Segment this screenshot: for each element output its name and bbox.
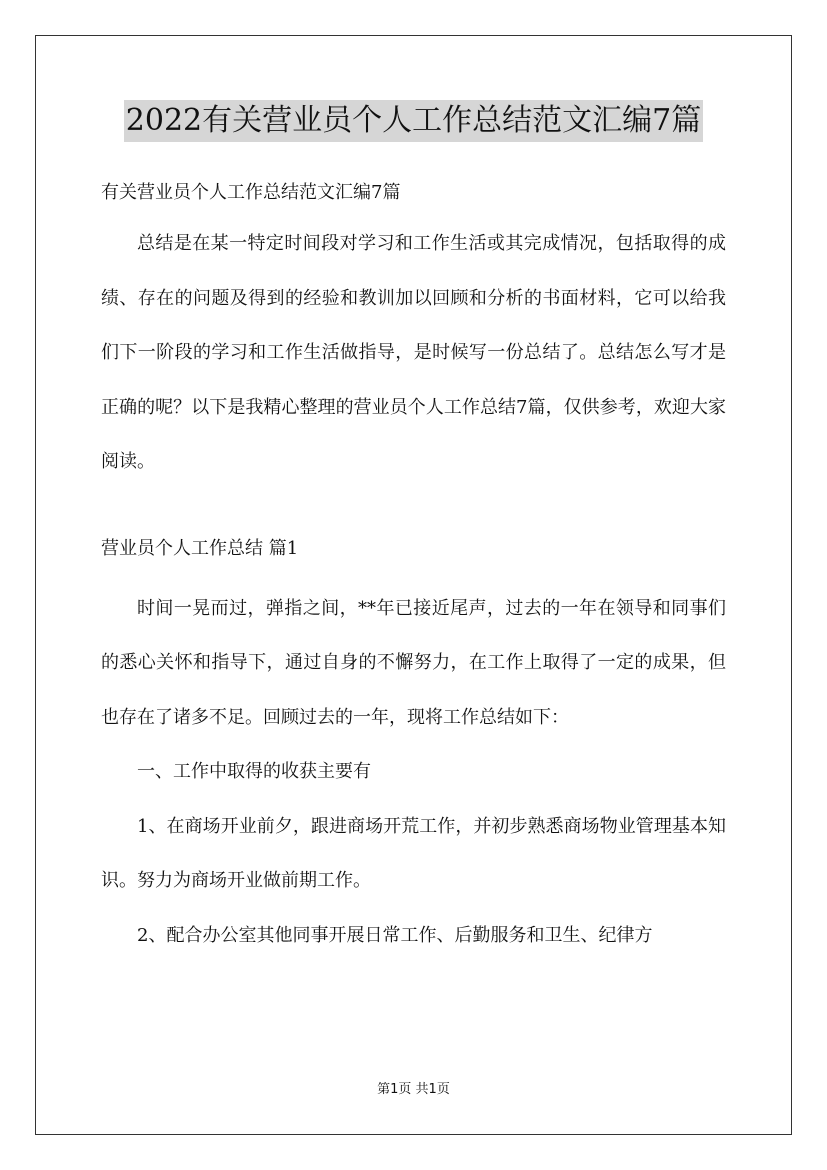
page-number: 第1页 共1页	[377, 1082, 450, 1097]
body-paragraph: 1、在商场开业前夕，跟进商场开荒工作，并初步熟悉商场物业管理基本知识。努力为商场开业做前期工作。	[101, 815, 726, 891]
body-paragraph: 2、配合办公室其他同事开展日常工作、后勤服务和卫生、纪律方	[137, 924, 653, 946]
document-title: 2022有关营业员个人工作总结范文汇编7篇	[124, 100, 703, 142]
body-paragraph: 一、工作中取得的收获主要有	[137, 761, 371, 782]
intro-paragraph: 总结是在某一特定时间段对学习和工作生活或其完成情况，包括取得的成绩、存在的问题及得到的经验和教训加以回顾和分析的书面材料，它可以给我们下一阶段的学习和工作生活做指导，是时候写一份总结了。总结怎么写才是正确的呢？以下是我精心整理的营业员个人工作总结7篇，仅供参考，欢迎大家阅读。	[101, 233, 726, 472]
section-heading: 营业员个人工作总结 篇1	[101, 537, 299, 559]
body-paragraph: 时间一晃而过，弹指之间，**年已接近尾声，过去的一年在领导和同事们的悉心关怀和指导下，通过自身的不懈努力，在工作上取得了一定的成果，但也存在了诸多不足。回顾过去的一年，现将工作总结如下：	[101, 597, 726, 728]
document-body	[101, 178, 726, 963]
page-footer	[0, 1081, 827, 1099]
title-container	[0, 100, 827, 142]
document-subtitle: 有关营业员个人工作总结范文汇编7篇	[101, 182, 401, 203]
